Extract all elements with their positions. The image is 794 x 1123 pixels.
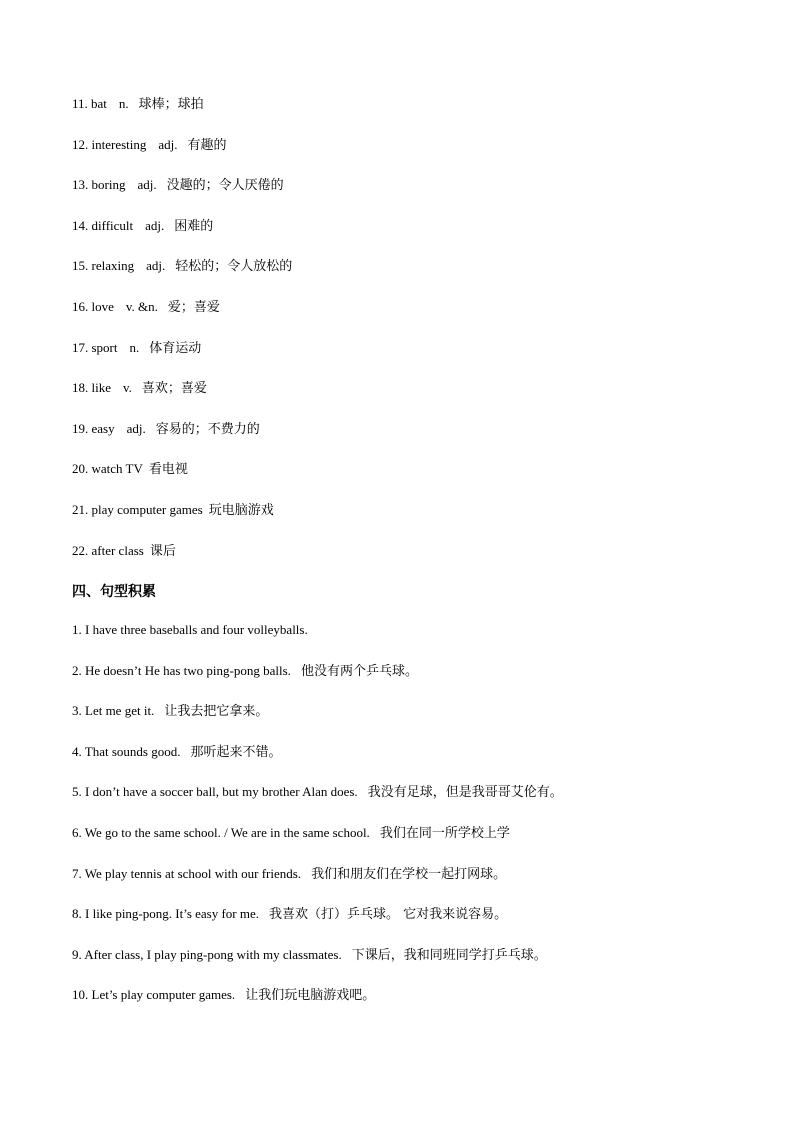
sentence-chinese: 那听起来不错。 [190, 744, 282, 760]
vocab-word: 11. bat [72, 96, 107, 111]
vocab-meaning: 困难的 [174, 218, 214, 234]
sentence-chinese: 让我们玩电脑游戏吧。 [245, 988, 376, 1004]
vocab-word: 15. relaxing [72, 258, 135, 274]
sentence-english: 2. He doesn’t He has two ping-pong balls. [72, 662, 291, 678]
vocab-word: 19. easy [72, 420, 115, 436]
vocab-word: 17. sport [72, 339, 118, 355]
vocab-word: 16. love [72, 298, 114, 314]
vocab-pos: adj. [137, 177, 157, 193]
vocab-meaning: 喜欢；喜爱 [141, 381, 207, 397]
vocab-pos: adj. [146, 258, 166, 274]
vocab-meaning: 玩电脑游戏 [208, 502, 274, 518]
vocab-word: 13. boring [72, 177, 126, 193]
vocab-pos: adj. [145, 217, 165, 233]
sentence-english: 6. We go to the same school. / We are in the same school. [72, 824, 370, 840]
vocab-item [72, 133, 772, 174]
vocab-word: 22. after class [72, 542, 144, 558]
vocab-meaning: 体育运动 [149, 340, 202, 356]
vocab-meaning: 球棒；球拍 [138, 97, 204, 112]
sentence-item [72, 659, 772, 700]
vocab-meaning: 课后 [149, 543, 176, 559]
vocab-meaning: 没趣的；令人厌倦的 [166, 178, 284, 194]
vocab-item [72, 336, 772, 377]
vocab-word: 12. interesting [72, 136, 147, 152]
sentence-item [72, 618, 772, 659]
vocab-item [72, 92, 772, 133]
sentence-english: 1. I have three baseballs and four volleyballs. [72, 622, 308, 637]
sentence-item [72, 780, 772, 821]
sentence-english: 3. Let me get it. [72, 703, 155, 719]
sentence-item [72, 862, 772, 903]
vocab-item [72, 539, 772, 580]
vocab-pos: adj. [158, 136, 178, 152]
vocab-pos: adj. [126, 420, 146, 436]
vocab-item [72, 254, 772, 295]
vocab-meaning: 爱；喜爱 [167, 299, 220, 315]
sentence-list [72, 618, 772, 1024]
sentence-english: 8. I like ping-pong. It’s easy for me. [72, 906, 260, 922]
sentence-english: 5. I don’t have a soccer ball, but my brother Alan does. [72, 784, 358, 800]
vocab-pos: n. [118, 96, 129, 111]
sentence-item [72, 740, 772, 781]
sentence-chinese: 我没有足球，但是我哥哥艾伦有。 [367, 785, 563, 801]
sentence-chinese: 让我去把它拿来。 [164, 704, 269, 720]
sentence-item [72, 699, 772, 740]
vocab-word: 14. difficult [72, 217, 134, 233]
vocab-item [72, 173, 772, 214]
sentence-item [72, 902, 772, 943]
sentence-chinese: 我们在同一所学校上学 [379, 825, 510, 841]
sentence-chinese: 他没有两个乒乓球。 [300, 663, 418, 679]
vocab-item [72, 376, 772, 417]
vocab-item [72, 457, 772, 498]
vocab-word: 20. watch TV [72, 461, 143, 477]
vocabulary-list [72, 92, 772, 579]
sentence-english: 9. After class, I play ping-pong with my classmates. [72, 946, 342, 962]
vocab-meaning: 轻松的；令人放松的 [175, 259, 293, 275]
sentence-chinese: 我喜欢（打）乒乓球。 它对我来说容易。 [269, 907, 508, 923]
sentence-english: 7. We play tennis at school with our friends. [72, 865, 302, 881]
vocab-item [72, 498, 772, 539]
vocab-pos: v. [123, 380, 132, 396]
vocab-meaning: 看电视 [148, 462, 188, 478]
sentence-chinese: 我们和朋友们在学校一起打网球。 [311, 866, 507, 882]
sentence-item [72, 943, 772, 984]
vocab-pos: v. &n. [125, 298, 158, 314]
sentence-item [72, 983, 772, 1024]
sentence-english: 4. That sounds good. [72, 743, 181, 759]
sentence-english: 10. Let’s play computer games. [72, 987, 236, 1003]
vocab-word: 18. like [72, 380, 111, 396]
vocab-item [72, 214, 772, 255]
vocab-meaning: 容易的；不费力的 [155, 421, 260, 437]
sentence-item [72, 821, 772, 862]
section-heading: 四、句型积累 [72, 584, 156, 600]
vocab-meaning: 有趣的 [187, 137, 227, 153]
vocab-item [72, 417, 772, 458]
vocab-word: 21. play computer games [72, 501, 203, 517]
vocab-item [72, 295, 772, 336]
vocab-pos: n. [129, 339, 140, 355]
sentence-chinese: 下课后，我和同班同学打乒乓球。 [351, 947, 547, 963]
